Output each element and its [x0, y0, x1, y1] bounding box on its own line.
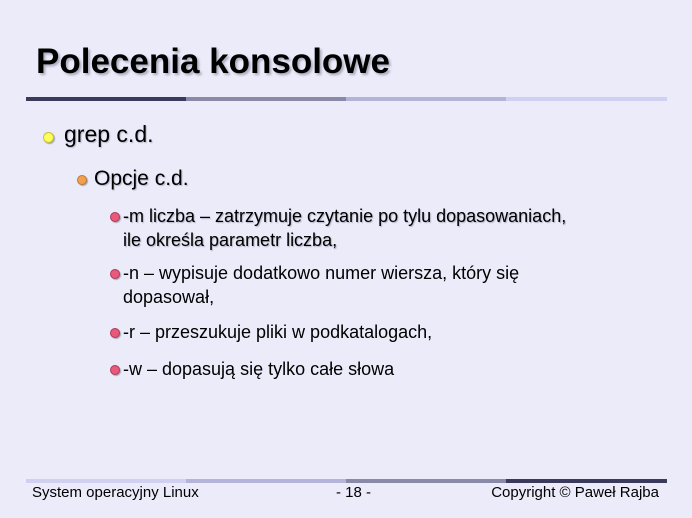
- option-r-item: [123, 320, 432, 344]
- option-n-item: [123, 261, 519, 309]
- bar-segment-light: [346, 97, 506, 101]
- footer-bar: [26, 479, 667, 483]
- option-n-line1: -n – wypisuje dodatkowo numer wiersza, który się: [123, 263, 520, 283]
- level3-bullet-icon: [110, 269, 120, 279]
- slide-title: Polecenia konsolowe: [36, 42, 390, 81]
- level1-bullet-icon: [43, 132, 54, 143]
- bar-segment-light: [186, 479, 346, 483]
- option-n-line2: dopasował,: [123, 287, 215, 307]
- level3-bullet-icon: [110, 328, 120, 338]
- bar-segment-lightest: [506, 97, 667, 101]
- option-m-line1: -m liczba – zatrzymuje czytanie po tylu dopasowaniach,: [123, 206, 567, 226]
- level3-bullet-icon: [110, 212, 120, 222]
- footer-page-number: - 18 -: [336, 484, 372, 501]
- option-w-item: [123, 357, 394, 381]
- bar-segment-lightest: [26, 479, 186, 483]
- bar-segment-mid: [186, 97, 346, 101]
- option-m-line2: ile określa parametr liczba,: [123, 230, 338, 250]
- option-m-item: [123, 204, 566, 252]
- footer-copyright: Copyright © Paweł Rajba: [491, 484, 659, 501]
- option-r-line1: -r – przeszukuje pliki w podkatalogach,: [123, 322, 433, 342]
- bar-segment-mid: [346, 479, 506, 483]
- bullet-level2-text: Opcje c.d.: [94, 167, 189, 190]
- level2-bullet-icon: [77, 175, 87, 185]
- title-underline-bar: [26, 97, 667, 101]
- bullet-level1-text: grep c.d.: [64, 121, 154, 147]
- level3-bullet-icon: [110, 365, 120, 375]
- bar-segment-dark: [26, 97, 186, 101]
- footer-course-name: System operacyjny Linux: [32, 484, 199, 501]
- option-w-line1: -w – dopasują się tylko całe słowa: [123, 359, 395, 379]
- bar-segment-dark: [506, 479, 667, 483]
